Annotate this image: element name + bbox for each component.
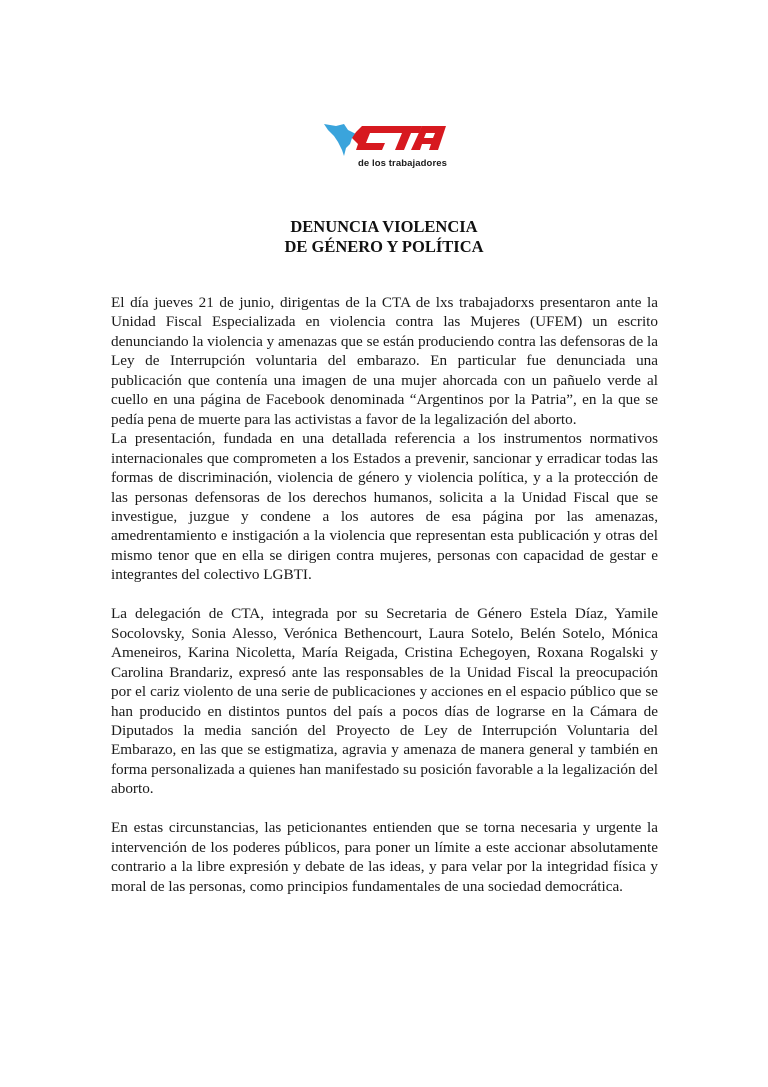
document-body [111, 293, 658, 896]
paragraph-4: En estas circunstancias, las peticionantes entienden que se torna necesaria y urgente la intervención de los poderes públicos, para poner un límite a este accionar absolutamente contrario a la libre expresión y debate de las ideas, y para velar por la integridad física y moral de las personas, como principios fundamentales de una sociedad democrática. [111, 819, 658, 895]
paragraph-2: La presentación, fundada en una detallada referencia a los instrumentos normativos internacionales que comprometen a los Estados a prevenir, sancionar y erradicar todas las formas de discriminación, violencia de género y violencia política, y a la protección de las personas defensoras de los derechos humanos, solicita a la Unidad Fiscal que se investigue, juzgue y condene a los autores de esa página por las amenazas, amedrentamiento e instigación a la violencia que representan esta publicación y otras del mismo tenor que en ella se dirigen contra mujeres, personas con capacidad de gestar e integrantes del colectivo LGBTI. [111, 430, 658, 584]
cta-logo [322, 118, 452, 174]
paragraph-3: La delegación de CTA, integrada por su Secretaria de Género Estela Díaz, Yamile Socolovsky, Sonia Alesso, Verónica Bethencourt, Laura Sotelo, Belén Sotelo, Mónica Ameneiros, Karina Nicoletta, María Reigada, Cristina Echegoyen, Roxana Rogalski y Carolina Brandariz, expresó ante las responsables de la Unidad Fiscal la preocupación por el cariz violento de una serie de publicaciones y acciones en el espacio público que se han producido en distintos puntos del país a pocos días de lograrse en la Cámara de Diputados la media sanción del Proyecto de Ley de Interrupción Voluntaria del Embarazo, en las que se estigmatiza, agravia y amenaza de manera general y también en forma personalizada a quienes han manifestado su posición favorable a la legalización del aborto. [111, 605, 658, 798]
cta-logo-graphic [322, 118, 452, 160]
title-line-2: DE GÉNERO Y POLÍTICA [284, 237, 484, 256]
document-title [0, 217, 768, 257]
svg-text:CTA: CTA [322, 118, 324, 119]
logo-subtitle: de los trabajadores [358, 158, 448, 169]
title-line-1: DENUNCIA VIOLENCIA [290, 217, 478, 236]
argentina-map-icon [324, 124, 356, 156]
cta-letters-icon [352, 126, 446, 150]
paragraph-1: El día jueves 21 de junio, dirigentas de la CTA de lxs trabajadorxs presentaron ante la Unidad Fiscal Especializada en violencia contra las Mujeres (UFEM) un escrito denunciando la violencia y amenazas que se están produciendo contra las defensoras de la Ley de Interrupción voluntaria del embarazo. En particular fue denunciada una publicación que contenía una imagen de una mujer ahorcada con un pañuelo verde al cuello en una página de Facebook denominada “Argentinos por la Patria”, en la que se pedía pena de muerte para las activistas a favor de la legalización del aborto. [111, 294, 658, 428]
